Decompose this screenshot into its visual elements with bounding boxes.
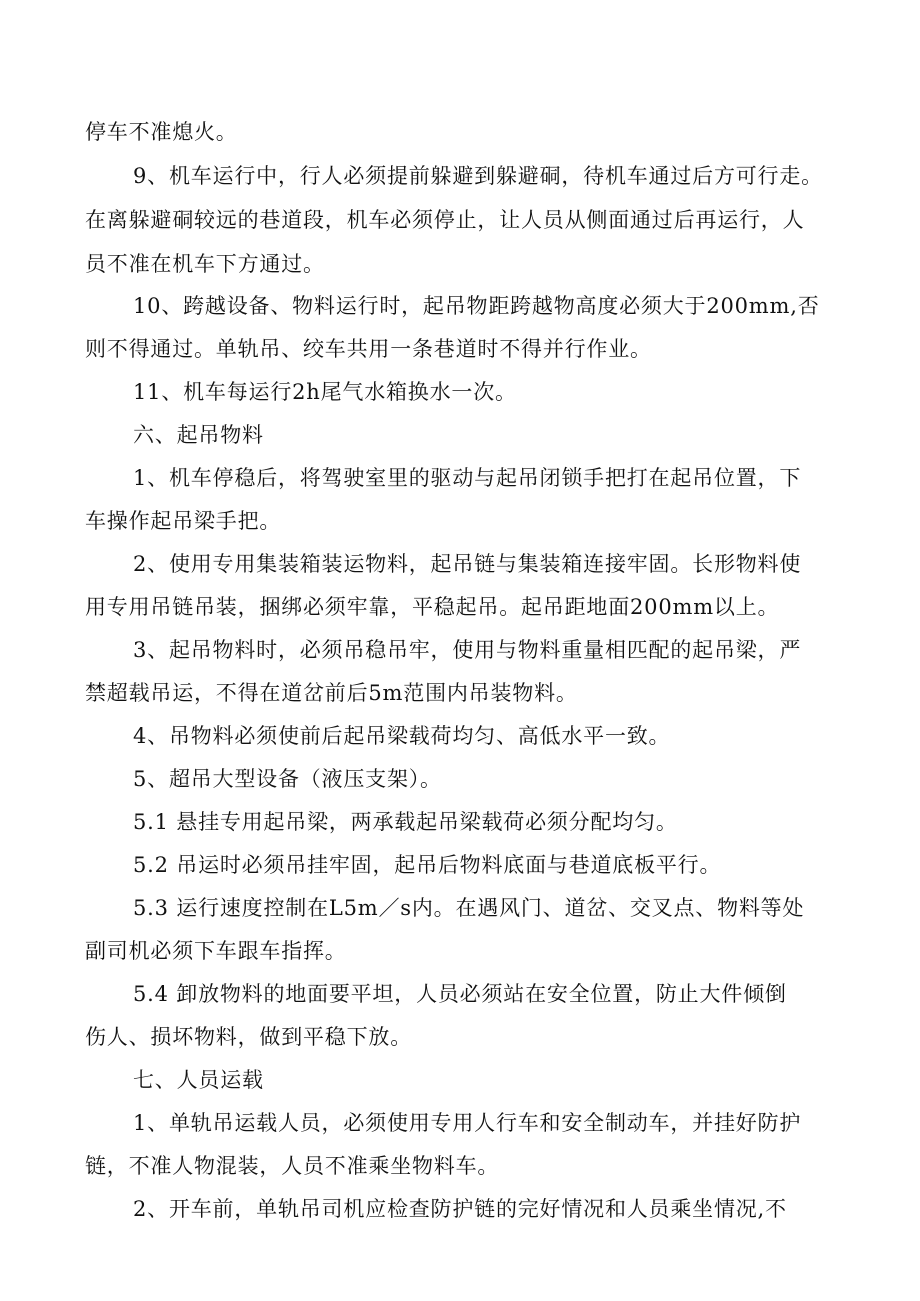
text-line-22: 伤人、损坏物料，做到平稳下放。 — [85, 1025, 412, 1049]
text-line-1: 停车不准熄火。 — [85, 120, 238, 144]
text-line-5: 10、跨越设备、物料运行时，起吊物距跨越物高度必须大于200mm,否 — [133, 294, 820, 318]
text-line-17: 5.1 悬挂专用起吊梁，两承载起吊梁载荷必须分配均匀。 — [133, 810, 678, 834]
text-line-2: 9、机车运行中，行人必须提前躲避到躲避硐，待机车通过后方可行走。 — [133, 164, 823, 188]
text-line-18: 5.2 吊运时必须吊挂牢固，起吊后物料底面与巷道底板平行。 — [133, 853, 722, 877]
text-line-10: 车操作起吊梁手把。 — [85, 509, 282, 533]
text-line-14: 禁超载吊运，不得在道岔前后5m范围内吊装物料。 — [85, 681, 578, 705]
text-line-16: 5、超吊大型设备（液压支架）。 — [133, 767, 442, 791]
text-line-21: 5.4 卸放物料的地面要平坦，人员必须站在安全位置，防止大件倾倒 — [133, 982, 787, 1006]
text-line-13: 3、起吊物料时，必须吊稳吊牢，使用与物料重量相匹配的起吊梁，严 — [133, 638, 802, 662]
section-heading-lifting: 六、起吊物料 — [133, 423, 264, 447]
text-line-15: 4、吊物料必须使前后起吊梁载荷均匀、高低水平一致。 — [133, 724, 671, 748]
text-line-25: 链，不准人物混装，人员不准乘坐物料车。 — [85, 1154, 500, 1178]
text-line-11: 2、使用专用集装箱装运物料，起吊链与集装箱连接牢固。长形物料使 — [133, 552, 802, 576]
text-line-6: 则不得通过。单轨吊、绞车共用一条巷道时不得并行作业。 — [85, 337, 652, 361]
text-line-7: 11、机车每运行2h尾气水箱换水一次。 — [133, 380, 517, 404]
text-line-12: 用专用吊链吊装，捆绑必须牢靠，平稳起吊。起吊距地面200mm以上。 — [85, 595, 780, 619]
text-line-3: 在离躲避硐较远的巷道段，机车必须停止，让人员从侧面通过后再运行，人 — [85, 208, 805, 232]
text-line-20: 副司机必须下车跟车指挥。 — [85, 939, 347, 963]
section-heading-personnel: 七、人员运载 — [133, 1068, 264, 1092]
text-line-4: 员不准在机车下方通过。 — [85, 252, 325, 276]
text-line-9: 1、机车停稳后，将驾驶室里的驱动与起吊闭锁手把打在起吊位置，下 — [133, 466, 802, 490]
text-line-24: 1、单轨吊运载人员，必须使用专用人行车和安全制动车，并挂好防护 — [133, 1111, 802, 1135]
text-line-26: 2、开车前，单轨吊司机应检查防护链的完好情况和人员乘坐情况,不 — [133, 1197, 787, 1221]
text-line-19: 5.3 运行速度控制在L5m／s内。在遇风门、道岔、交叉点、物料等处 — [133, 896, 805, 920]
